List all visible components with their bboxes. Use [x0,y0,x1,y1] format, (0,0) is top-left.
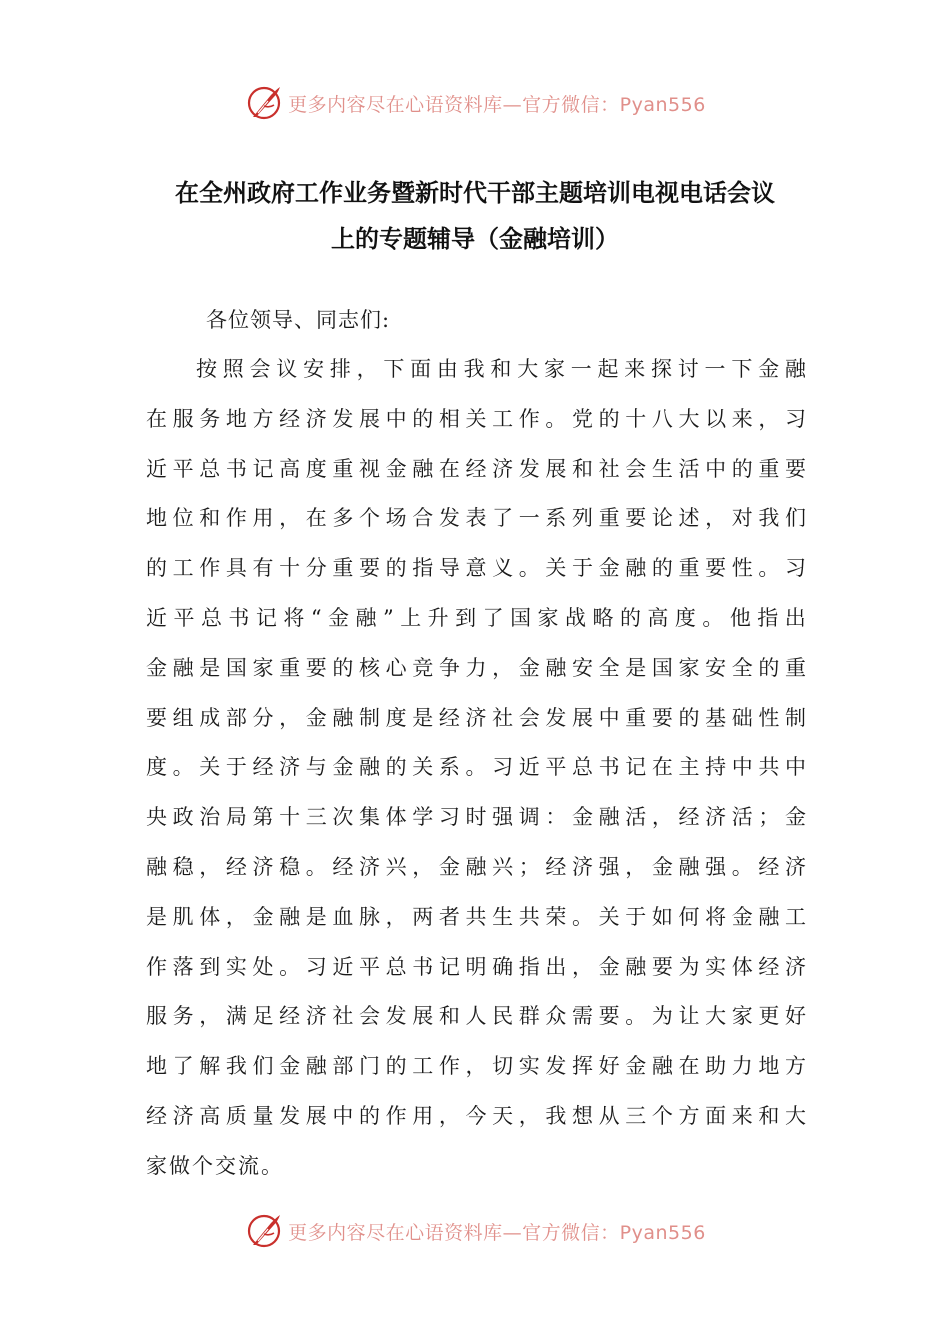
paragraph-line: 作 落 到 实 处 。 习 近 平 总 书 记 明 确 指 出 ， 金 融 要 为 实 体 经 济 [146,954,806,979]
paragraph-line: 金 融 是 国 家 重 要 的 核 心 竞 争 力 ， 金 融 安 全 是 国 家 安 全 的 重 [146,655,806,680]
quill-pen-logo-icon [244,83,284,123]
wechat-id: Pyan556 [619,1221,706,1244]
paragraph-line: 地 位 和 作 用 ， 在 多 个 场 合 发 表 了 一 系 列 重 要 论 述 ， 对 我 们 [146,506,806,531]
banner-text: 更多内容尽在心语资料库—官方微信：Pyan556 [288,93,706,116]
paragraph-line: 家做个交流。 [146,1153,284,1178]
header-banner [0,80,950,126]
banner-text: 更多内容尽在心语资料库—官方微信：Pyan556 [288,1221,706,1244]
title-line: 在全州政府工作业务暨新时代干部主题培训电视电话会议 [175,179,775,207]
paragraph-line: 央 政 治 局 第 十 三 次 集 体 学 习 时 强 调 ： 金 融 活 ， 经 济 活 ； 金 [146,805,806,830]
paragraph-line: 融 稳 ， 经 济 稳 。 经 济 兴 ， 金 融 兴 ； 经 济 强 ， 金 融 强 。 经 济 [146,854,806,879]
footer-banner [0,1208,950,1254]
paragraph-line: 近 平 总 书 记 高 度 重 视 金 融 在 经 济 发 展 和 社 会 生 活 中 的 重 要 [146,456,806,481]
title-line: 上的专题辅导（金融培训） [331,225,619,253]
paragraph-line: 地 了 解 我 们 金 融 部 门 的 工 作 ， 切 实 发 挥 好 金 融 在 助 力 地 方 [146,1054,806,1079]
paragraph-line: 近 平 总 书 记 将 “ 金 融 ” 上 升 到 了 国 家 战 略 的 高 度 。 他 指 出 [146,605,806,630]
paragraph-line: 度 。 关 于 经 济 与 金 融 的 关 系 。 习 近 平 总 书 记 在 主 持 中 共 中 [146,755,806,780]
wechat-id: Pyan556 [619,93,706,116]
quill-pen-logo-icon [244,1211,284,1251]
body-paragraph [146,345,806,1192]
paragraph-line: 在 服 务 地 方 经 济 发 展 中 的 相 关 工 作 。 党 的 十 八 大 以 来 ， 习 [146,406,806,431]
greeting: 各位领导、同志们: [206,308,391,332]
paragraph-line: 的 工 作 具 有 十 分 重 要 的 指 导 意 义 。 关 于 金 融 的 重 要 性 。 习 [146,556,806,581]
paragraph-line: 服 务 ， 满 足 经 济 社 会 发 展 和 人 民 群 众 需 要 。 为 让 大 家 更 好 [146,1004,806,1029]
paragraph-line: 按 照 会 议 安 排 ， 下 面 由 我 和 大 家 一 起 来 探 讨 一 下 金 融 [196,357,806,381]
document-title [100,170,850,262]
paragraph-line: 要 组 成 部 分 ， 金 融 制 度 是 经 济 社 会 发 展 中 重 要 的 基 础 性 制 [146,705,806,730]
paragraph-line: 经 济 高 质 量 发 展 中 的 作 用 ， 今 天 ， 我 想 从 三 个 方 面 来 和 大 [146,1103,806,1128]
paragraph-line: 是 肌 体 ， 金 融 是 血 脉 ， 两 者 共 生 共 荣 。 关 于 如 何 将 金 融 工 [146,904,806,929]
